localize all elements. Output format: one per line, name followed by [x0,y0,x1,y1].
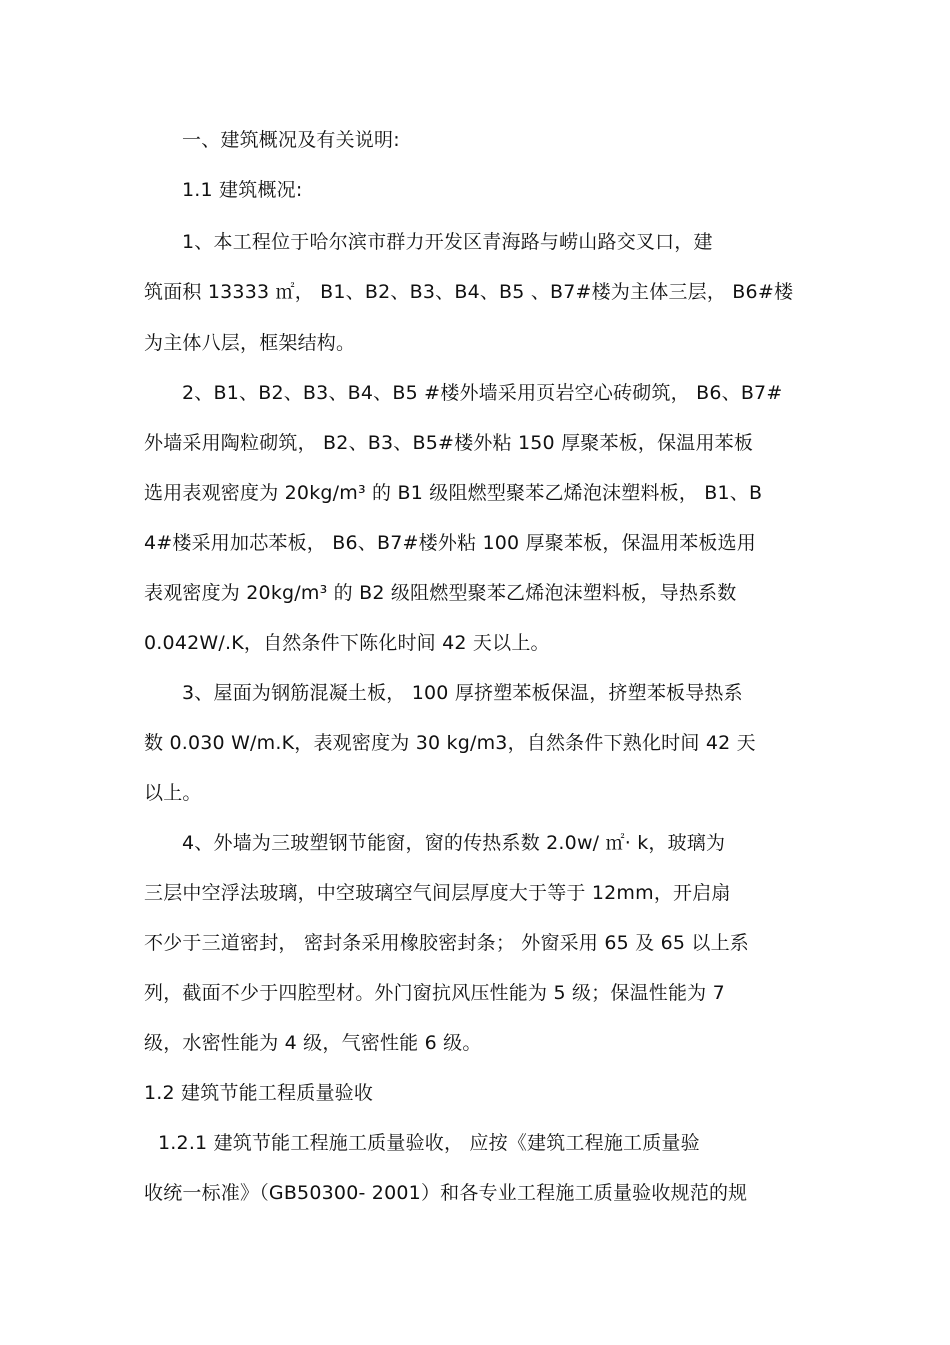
paragraph-line: 级，水密性能为 4 级，气密性能 6 级。 [144,1032,482,1054]
heading-subsection-1-1: 1.1 建筑概况: [182,179,303,201]
paragraph-line: 选用表观密度为 20kg/m³ 的 B1 级阻燃型聚苯乙烯泡沫塑料板， B1、B [144,482,763,504]
paragraph-line: 数 0.030 W/m.K，表观密度为 30 kg/m3，自然条件下熟化时间 42 天 [144,732,756,754]
paragraph-line: 以上。 [144,782,202,804]
paragraph-line: 表观密度为 20kg/m³ 的 B2 级阻燃型聚苯乙烯泡沫塑料板，导热系数 [144,582,737,604]
paragraph-line: 为主体八层，框架结构。 [144,332,356,354]
paragraph-line: 外墙采用陶粒砌筑， B2、B3、B5#楼外粘 150 厚聚苯板，保温用苯板 [144,432,754,454]
paragraph-line: 不少于三道密封， 密封条采用橡胶密封条； 外窗采用 65 及 65 以上系 [144,932,749,954]
paragraph-line: 0.042W/.K，自然条件下陈化时间 42 天以上。 [144,632,550,654]
paragraph-line: 4、外墙为三玻塑钢节能窗，窗的传热系数 2.0w/ ㎡· k，玻璃为 [182,832,726,854]
paragraph-line: 4#楼采用加芯苯板， B6、B7#楼外粘 100 厚聚苯板，保温用苯板选用 [144,532,756,554]
paragraph-line: 收统一标准》（GB50300- 2001）和各专业工程施工质量验收规范的规 [144,1182,748,1204]
paragraph-line: 1.2.1 建筑节能工程施工质量验收， 应按《建筑工程施工质量验 [158,1132,700,1154]
heading-subsection-1-2: 1.2 建筑节能工程质量验收 [144,1082,374,1104]
paragraph-line: 3、屋面为钢筋混凝土板， 100 厚挤塑苯板保温，挤塑苯板导热系 [182,682,743,704]
paragraph-line: 三层中空浮法玻璃，中空玻璃空气间层厚度大于等于 12mm，开启扇 [144,882,731,904]
paragraph-line: 列，截面不少于四腔型材。外门窗抗风压性能为 5 级；保温性能为 7 [144,982,725,1004]
paragraph-line: 2、B1、B2、B3、B4、B5 #楼外墙采用页岩空心砖砌筑， B6、B7# [182,382,783,404]
heading-section-1: 一、建筑概况及有关说明: [182,129,400,151]
paragraph-line: 筑面积 13333 ㎡， B1、B2、B3、B4、B5 、B7#楼为主体三层， B6#楼 [144,281,794,303]
paragraph-line: 1、本工程位于哈尔滨市群力开发区青海路与崂山路交叉口，建 [182,231,713,253]
